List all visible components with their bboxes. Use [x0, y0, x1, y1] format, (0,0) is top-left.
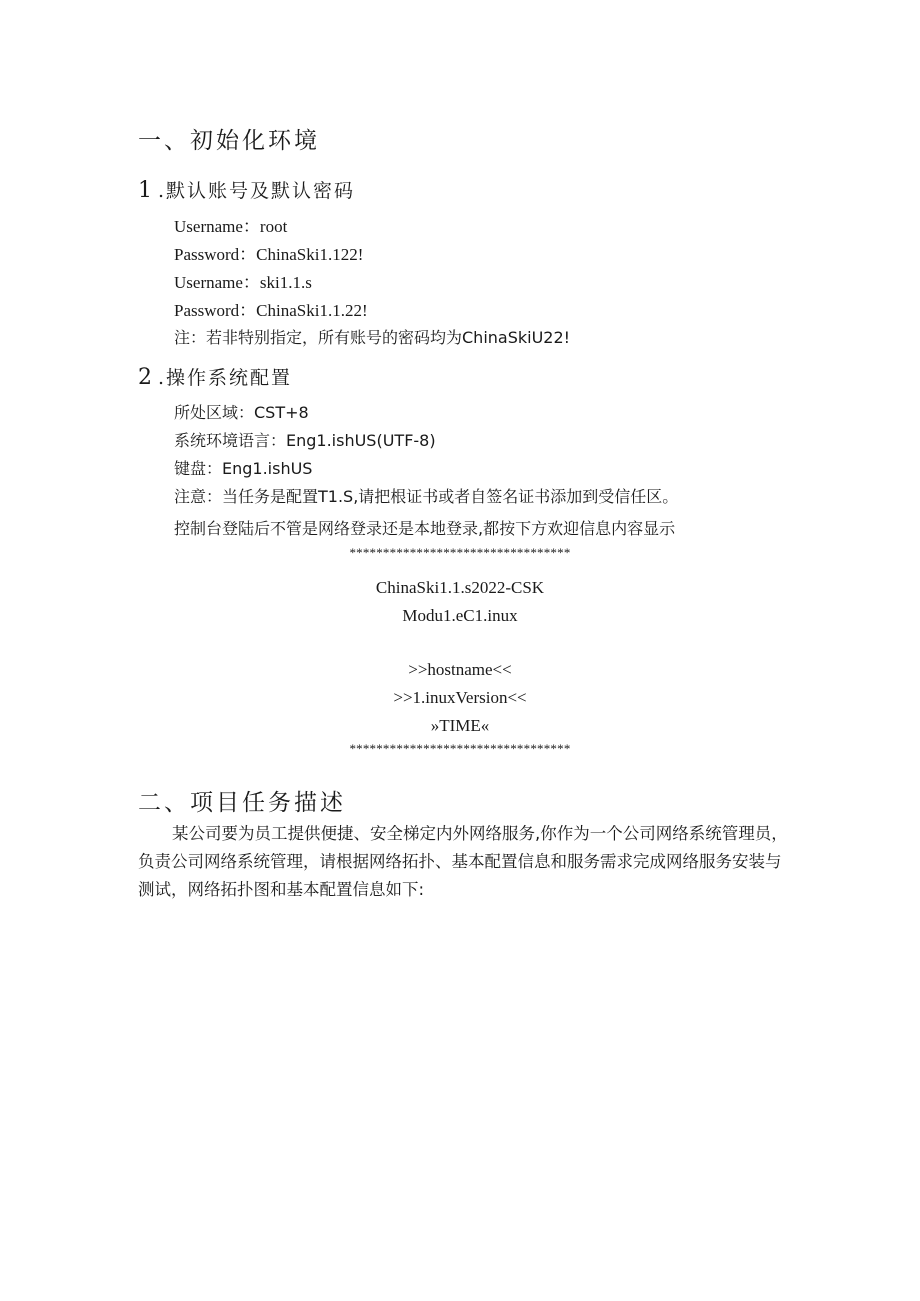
username-skills: Username：ski1.1.s	[174, 273, 312, 292]
console-note: 控制台登陆后不管是网络登录还是本地登录,都按下方欢迎信息内容显示	[174, 519, 676, 538]
sub1-heading	[138, 176, 355, 203]
password-skills: Password：ChinaSki1.1.22!	[174, 301, 368, 320]
banner-line-5: »TIME«	[430, 716, 490, 735]
keyboard-line: 键盘：Eng1.ishUS	[174, 459, 313, 478]
banner-stars-top: *********************************	[349, 545, 571, 560]
banner-line-3: >>hostname<<	[408, 660, 512, 679]
password-note: 注：若非特别指定，所有账号的密码均为ChinaSkiU22!	[174, 328, 571, 347]
banner-line-4: >>1.inuxVersion<<	[393, 688, 527, 707]
password-root: Password：ChinaSki1.122!	[174, 245, 364, 264]
timezone-line: 所处区域：CST+8	[174, 403, 309, 422]
sub2-heading	[138, 363, 292, 390]
project-description: 某公司要为员工提供便捷、安全梯定内外网络服务,你作为一个公司网络系统管理员，负责公司网络系统管理，请根据网络拓扑、基本配置信息和服务需求完成网络服务安装与测试，网络拓扑图和基本配置信息如下:	[138, 824, 788, 899]
sub2-title: .操作系统配置	[158, 367, 293, 389]
section2-title: 二、项目任务描述	[138, 790, 346, 816]
banner-stars-bottom: *********************************	[349, 741, 571, 756]
language-line: 系统环境语言：Eng1.ishUS(UTF-8)	[174, 431, 436, 450]
section1-title: 一、初始化环境	[138, 128, 320, 154]
sub2-number: 2	[138, 365, 152, 390]
tls-note: 注意：当任务是配置T1.S,请把根证书或者自签名证书添加到受信任区。	[174, 487, 679, 506]
username-root: Username：root	[174, 217, 288, 236]
banner-line-1: ChinaSki1.1.s2022-CSK	[375, 578, 545, 597]
sub1-number: 1	[138, 178, 152, 203]
sub1-title: .默认账号及默认密码	[158, 180, 356, 202]
banner-line-2: Modu1.eC1.inux	[402, 606, 518, 625]
